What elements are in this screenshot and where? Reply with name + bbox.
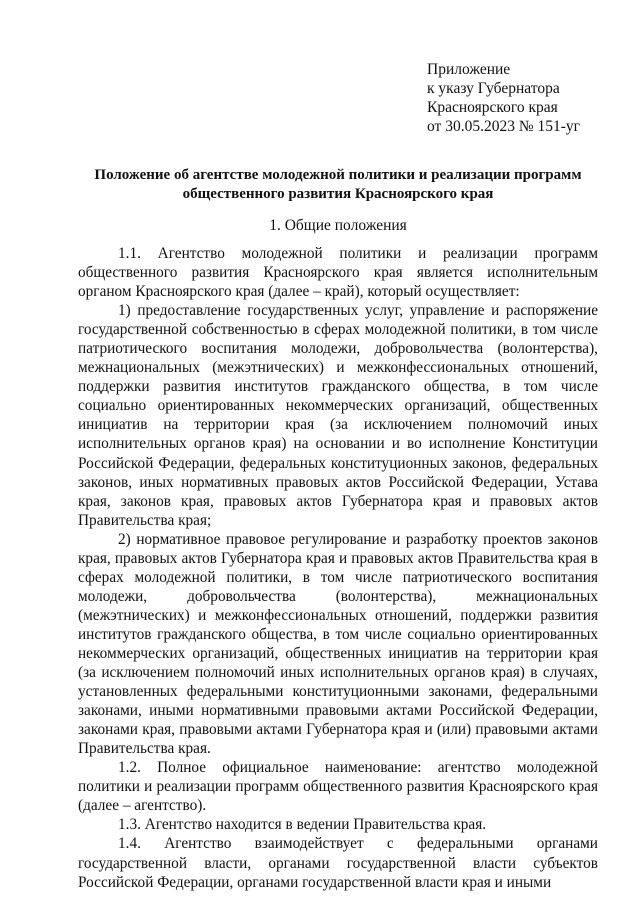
paragraph-1-4: 1.4. Агентство взаимодействует с федеральными органами государственной власти, органами государственной власти субъектов Российской Федерации, органами государственной власти края и иными (78, 835, 598, 891)
paragraph-1-3: 1.3. Агентство находится в ведении Правительства края. (118, 816, 487, 834)
paragraph-item-1: 1) предоставление государственных услуг, управление и распоряжение государственной собственностью в сферах молодежной политики, в том числе патриотического воспитания молодежи, добровольчества (волонтерства), межнациональных (межэтнических) и межконфессиональных отношений, поддержки развития институтов гражданского общества, в том числе социально ориентированных некоммерческих организаций, общественных инициатив на территории края (за исключением полномочий иных исполнительных органов края) на основании и во исполнение Конституции Российской Федерации, федеральных конституционных законов, федеральных законов, иных нормативных правовых актов Российской Федерации, Устава края, законов края, правовых актов Губернатора края и правовых актов Правительства края; (78, 302, 598, 529)
paragraph-item-2: 2) нормативное правовое регулирование и разработку проектов законов края, правовых актов Губернатора края и правовых актов Правительства края в сферах молодежной политики, в том числе патриотического воспитания молодежи, добровольчества (волонтерства), межнациональных (межэтнических) и межконфессиональных отношений, поддержки развития институтов гражданского общества, в том числе социально ориентированных некоммерческих организаций, общественных инициатив на территории края (за исключением полномочий иных исполнительных органов края) в случаях, установленных федеральными конституционными законами, федеральными законами, иными нормативными правовыми актами Российской Федерации, законами края, правовыми актами Губернатора края и (или) правовыми актами Правительства края. (78, 530, 598, 758)
document-title (78, 166, 598, 204)
appendix-block (427, 60, 580, 136)
appendix-line: к указу Губернатора (427, 80, 560, 97)
document-title-line-1: Положение об агентстве молодежной политики и реализации программ (94, 167, 582, 183)
appendix-date-number: от 30.05.2023 № 151-уг (427, 118, 581, 135)
appendix-line: Красноярского края (427, 99, 558, 116)
document-body (78, 244, 598, 892)
document-title-line-2: общественного развития Красноярского края (182, 186, 494, 202)
paragraph-1-2: 1.2. Полное официальное наименование: агентство молодежной политики и реализации программ общественного развития Красноярского края (далее – агентство). (78, 759, 598, 815)
appendix-line: Приложение (427, 61, 511, 78)
section-heading: 1. Общие положения (269, 217, 407, 234)
paragraph-1-1: 1.1. Агентство молодежной политики и реализации программ общественного развития Красноярского края является исполнительным органом Красноярского края (далее – край), который осуществляет: (78, 245, 598, 301)
